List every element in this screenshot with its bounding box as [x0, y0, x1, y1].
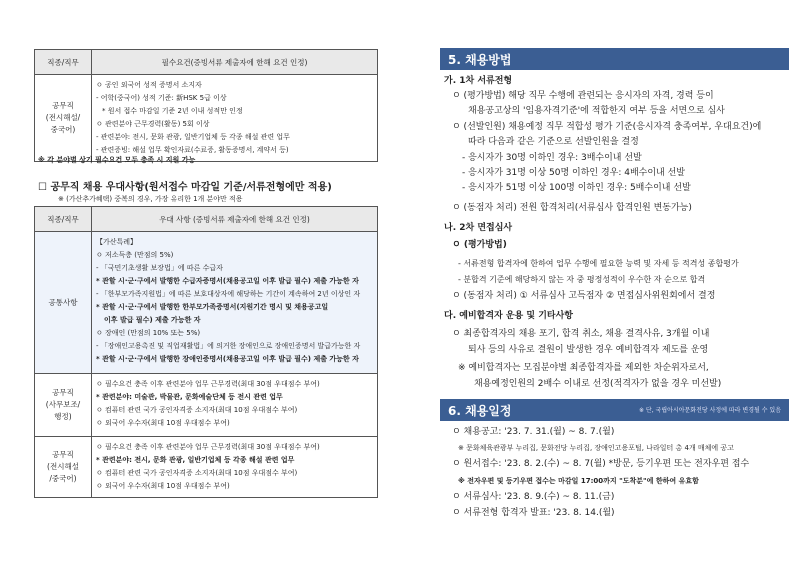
- schedule-note: ※ 문화체육관광부 누리집, 문화전당 누리집, 장애인고용포털, 나라일터 총 4개 매체에 공고: [458, 444, 734, 452]
- schedule-item: ㅇ 서류전형 합격자 발표: '23. 8. 14.(월): [452, 508, 615, 518]
- body-line: - 응시자가 31명 이상 50명 이하인 경우: 4배수이내 선발: [462, 168, 685, 178]
- category-cell: [35, 374, 92, 437]
- body-line: ㅇ (선발인원) 채용예정 직무 적합성 평가 기준(응시자격 충족여부, 우대요건)에: [452, 122, 762, 132]
- category-line: (전시해설: [47, 462, 79, 471]
- requirement-line: ㅇ 관련분야 근무경력(활동) 5회 이상: [96, 120, 210, 128]
- body-line: 따라 다음과 같은 기준으로 선발인원을 결정: [468, 137, 639, 147]
- category-line: 중국어): [50, 125, 76, 134]
- category-cell: [35, 437, 92, 498]
- category-line: /중국어): [49, 474, 77, 483]
- body-line: - 응시자가 51명 이상 100명 이하인 경우: 5배수이내 선발: [462, 183, 691, 193]
- preference-line: - 「국민기초생활 보장법」에 따른 수급자: [96, 264, 223, 272]
- preference-line: * 관련분야: 미술관, 박물관, 문화예술단체 등 전시 관련 업무: [96, 393, 283, 401]
- body-line: ㅇ 최종합격자의 채용 포기, 합격 취소, 채용 결격사유, 3개월 이내: [452, 329, 710, 339]
- preferences-cell: [92, 374, 378, 437]
- preference-line: ㅇ 필수요건 충족 이후 관련분야 업무 근무경력(최대 30점 우대점수 부여): [96, 380, 320, 388]
- section-6-header: [440, 399, 789, 421]
- preferential-table: [34, 206, 378, 498]
- col-header-preferences: 우대 사항 (증빙서류 제출자에 한해 요건 인정): [92, 207, 378, 232]
- category-cell: [35, 75, 92, 162]
- preferences-cell: [92, 232, 378, 374]
- preference-line: - 「장애인고용촉진 및 직업재활법」에 의거한 장애인으로 장애인증명서 발급가능한 자: [96, 342, 361, 350]
- section-5-title: 5. 채용방법: [448, 53, 512, 67]
- requirement-line: - 어학(중국어) 성적 기준: 新HSK 5급 이상: [96, 94, 227, 102]
- preference-line: ㅇ 외국어 우수자(최대 10점 우대점수 부여): [96, 482, 230, 490]
- requirements-cell: [92, 75, 378, 162]
- col-header-requirements: 필수요건(증빙서류 제출자에 한해 요건 인정): [92, 50, 378, 75]
- preference-line: * 관할 시·군·구에서 발행한 한부모가족증명서(지원기간 명시 및 채용공고일: [96, 303, 329, 311]
- preference-line: ㅇ 외국어 우수자(최대 10점 우대점수 부여): [96, 419, 230, 427]
- preferential-section-note: ※ (가산추가혜택) 중복의 경우, 가장 유리한 1개 분야만 적용: [58, 195, 243, 203]
- body-line: - 서류전형 합격자에 한하여 업무 수행에 필요한 능력 및 자세 등 적격성 종합평가: [458, 259, 739, 268]
- preference-line: ㅇ 컴퓨터 관련 국가 공인자격증 소지자(최대 10점 우대점수 부여): [96, 406, 298, 414]
- preference-line: - 「한부모가족지원법」에 따른 보호대상자에 해당하는 기간이 계속하여 2년 이상인 자: [96, 290, 361, 298]
- preference-line: * 관할 시·군·구에서 발행한 장애인증명서(채용공고일 이후 발급 필수) 제출 가능한 자: [96, 355, 359, 363]
- body-line: 퇴사 등의 사유로 결원이 발생한 경우 예비합격자 제도를 운영: [468, 345, 709, 355]
- requirement-line: - 관련증빙: 해설 업무 확인자료(수료증, 활동증명서, 계약서 등): [96, 146, 289, 154]
- category-cell: [35, 232, 92, 374]
- body-line: ※ 예비합격자는 모집분야별 최종합격자를 제외한 차순위자로서,: [458, 363, 709, 373]
- body-line: 채용공고상의 '임용자격기준'에 적합한지 여부 등을 서면으로 심사: [468, 106, 725, 116]
- section-6-note: ※ 단, 국립아시아문화전당 사정에 따라 변경될 수 있음: [638, 407, 781, 414]
- preference-line: ㅇ 장애인 (만점의 10% 또는 5%): [96, 329, 201, 337]
- requirement-line: * 원서 접수 마감일 기준 2년 이내 성적만 인정: [102, 107, 243, 115]
- col-header-job: 직종/직무: [35, 50, 92, 75]
- category-line: 공통사항: [48, 297, 78, 307]
- requirement-line: - 관련분야: 전시, 문화 관광, 일반기업체 등 각종 해설 관련 업무: [96, 133, 290, 141]
- schedule-item: ㅇ 서류심사: '23. 8. 9.(수) ~ 8. 11.(금): [452, 492, 615, 502]
- section-5-header: [440, 48, 789, 70]
- category-line: (전시해설/: [45, 113, 81, 122]
- preference-line: * 관할 시·군·구에서 발행한 수급자증명서(채용공고일 이후 발급 필수) 제출 가능한 자: [96, 277, 359, 285]
- category-line: 공무직: [52, 388, 74, 397]
- requirement-line: ㅇ 공인 외국어 성적 증명서 소지자: [96, 81, 202, 89]
- category-line: (사무보조/: [45, 400, 81, 409]
- schedule-note: ※ 전자우편 및 등기우편 접수는 마감일 17:00까지 "도착분"에 한하여 유효함: [458, 477, 699, 485]
- required-qualifications-table: [34, 49, 378, 162]
- subsection-title: 가. 1차 서류전형: [444, 76, 513, 86]
- body-line: ㅇ (평가방법): [452, 240, 507, 250]
- body-line: ㅇ (평가방법) 해당 직무 수행에 관련되는 응시자의 자격, 경력 등이: [452, 91, 714, 101]
- preference-line: ㅇ 저소득층 (만점의 5%): [96, 251, 174, 259]
- preferential-section-title: ☐ 공무직 채용 우대사항(원서접수 마감일 기준/서류전형에만 적용): [38, 182, 332, 193]
- schedule-item: ㅇ 채용공고: '23. 7. 31.(월) ~ 8. 7.(월): [452, 427, 615, 437]
- col-header-job: 직종/직무: [35, 207, 92, 232]
- body-line: ㅇ (동점자 처리) 전원 합격처리(서류심사 합격인원 변동가능): [452, 203, 692, 213]
- category-line: 행정): [54, 412, 72, 421]
- preferences-cell: [92, 437, 378, 498]
- body-line: - 분합격 기준에 해당하지 않는 자 중 평정성적이 우수한 자 순으로 합격: [458, 275, 706, 284]
- subsection-title: 다. 예비합격자 운용 및 기타사항: [444, 311, 573, 321]
- category-line: 공무직: [52, 450, 74, 459]
- requirements-footnote: ※ 각 분야별 상기 필수요건 모두 충족 시 지원 가능: [38, 156, 196, 164]
- preference-line: * 관련분야: 전시, 문화 관광, 일반기업체 등 각종 해설 관련 업무: [96, 456, 295, 464]
- preference-line: 이후 발급 필수) 제출 가능한 자: [104, 316, 201, 324]
- preference-line: 【가산특례】: [96, 238, 138, 246]
- body-line: ㅇ (동점자 처리) ① 서류심사 고득점자 ② 면접심사위원회에서 결정: [452, 291, 716, 301]
- preference-line: ㅇ 컴퓨터 관련 국가 공인자격증 소지자(최대 10점 우대점수 부여): [96, 469, 298, 477]
- body-line: - 응시자가 30명 이하인 경우: 3배수이내 선발: [462, 153, 642, 163]
- body-line: 채용예정인원의 2배수 이내로 선정(적격자가 없을 경우 미선발): [474, 379, 722, 389]
- schedule-item: ㅇ 원서접수: '23. 8. 2.(수) ~ 8. 7(월) *방문, 등기우편 또는 전자우편 접수: [452, 459, 750, 469]
- preference-line: ㅇ 필수요건 충족 이후 관련분야 업무 근무경력(최대 30점 우대점수 부여): [96, 443, 320, 451]
- category-line: 공무직: [52, 101, 74, 110]
- subsection-title: 나. 2차 면접심사: [444, 223, 513, 233]
- section-6-title: 6. 채용일정: [448, 404, 512, 418]
